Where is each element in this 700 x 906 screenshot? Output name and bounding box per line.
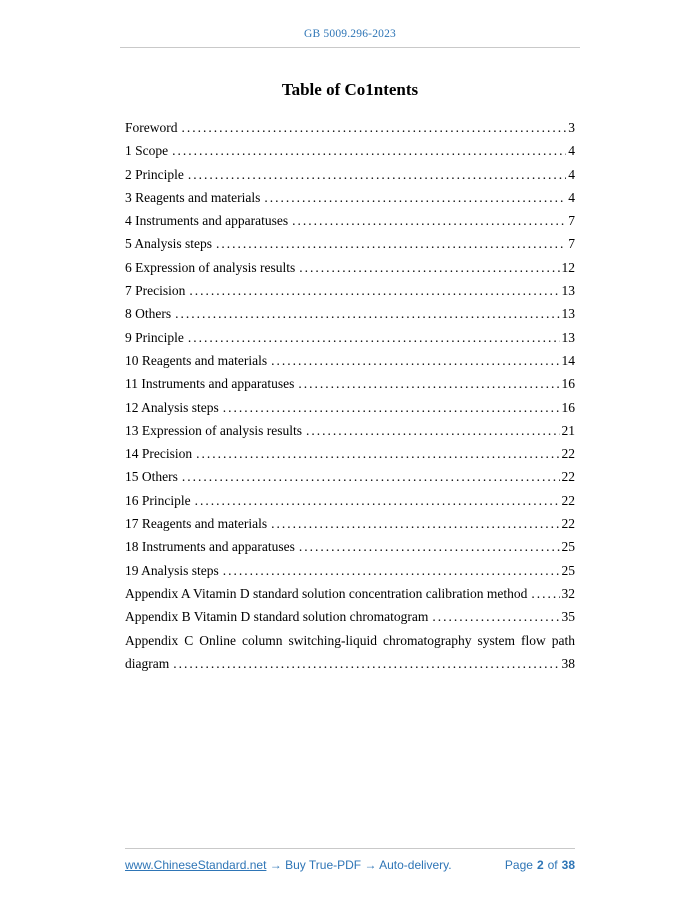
dot-leader	[182, 116, 567, 139]
toc-entry-page: 7	[568, 236, 575, 252]
toc-list	[125, 116, 575, 629]
toc-entry-label: Foreword	[125, 120, 178, 135]
dot-leader	[175, 302, 559, 325]
doc-number: GB 5009.296-2023	[303, 28, 396, 40]
toc-entry-label: 1 Scope	[125, 143, 169, 159]
dot-leader	[271, 512, 559, 535]
dot-leader	[271, 349, 559, 372]
toc-entry-label: 9 Principle	[125, 329, 184, 345]
toc-entry-page: 16	[561, 399, 575, 415]
toc-entry	[125, 419, 575, 442]
toc-entry-page: 38	[561, 655, 575, 671]
dot-leader	[531, 582, 559, 605]
toc-entry-label: 12 Analysis steps	[125, 399, 219, 415]
toc-entry-label: Appendix B Vitamin D standard solution chromatogram	[125, 609, 429, 625]
dot-leader	[172, 139, 566, 162]
toc-entry	[125, 256, 575, 279]
dot-leader	[223, 396, 560, 419]
toc-entry-page: 14	[561, 352, 575, 368]
toc-entry-appendix-c-line2	[125, 652, 575, 675]
dot-leader	[189, 279, 559, 302]
footer-of-label: of	[547, 858, 558, 872]
toc-entry	[125, 442, 575, 465]
toc-entry-page: 13	[561, 329, 575, 345]
document-header	[0, 0, 700, 48]
toc-entry-label: 14 Precision	[125, 446, 193, 462]
toc-entry-label: 3 Reagents and materials	[125, 189, 261, 205]
header-rule	[120, 47, 580, 48]
dot-leader	[196, 442, 559, 465]
toc-entry	[125, 186, 575, 209]
toc-entry-page: 22	[561, 469, 575, 485]
toc-entry-label: 8 Others	[125, 306, 172, 322]
toc-entry-label: 7 Precision	[125, 283, 186, 299]
toc-entry-page: 4	[568, 189, 575, 205]
toc-entry-page: 12	[561, 259, 575, 275]
toc-entry	[125, 465, 575, 488]
toc-entry	[125, 163, 575, 186]
footer-page-total: 38	[561, 858, 575, 872]
toc-entry-label: Appendix A Vitamin D standard solution concentration calibration method	[125, 585, 528, 601]
toc-entry-page: 7	[568, 213, 575, 229]
dot-leader	[188, 326, 560, 349]
toc-entry-page: 13	[561, 283, 575, 299]
toc-entry	[125, 535, 575, 558]
toc-entry-page: 21	[561, 422, 575, 438]
toc-entry	[125, 512, 575, 535]
footer-tagline	[125, 858, 452, 872]
toc-entry-label: diagram	[125, 655, 170, 671]
toc-entry	[125, 582, 575, 605]
toc-entry-appendix-c-line1: Appendix C Online column switching-liquid chromatography system flow path	[125, 632, 575, 648]
toc-entry-label: 16 Principle	[125, 492, 191, 508]
toc-entry-label: 2 Principle	[125, 166, 184, 182]
dot-leader	[292, 209, 566, 232]
footer-tagline-text: → Buy True-PDF → Auto-delivery.	[266, 858, 452, 872]
toc-entry-page: 22	[561, 446, 575, 462]
footer-page-label: Page	[504, 858, 533, 872]
dot-leader	[299, 535, 560, 558]
toc-entry-page: 35	[561, 609, 575, 625]
toc-entry-label: 13 Expression of analysis results	[125, 422, 302, 438]
toc-entry-page: 4	[568, 143, 575, 159]
footer-page-current: 2	[536, 858, 544, 872]
toc-entry	[125, 326, 575, 349]
toc-entry-label: 17 Reagents and materials	[125, 516, 268, 532]
toc-entry-appendix-c	[125, 629, 575, 676]
dot-leader	[216, 232, 566, 255]
toc-entry-label: 11 Instruments and apparatuses	[125, 376, 295, 392]
toc-entry-label: 15 Others	[125, 469, 178, 485]
toc-entry-page: 25	[561, 539, 575, 555]
toc-entry-page: 22	[561, 516, 575, 532]
document-footer	[125, 848, 575, 872]
dot-leader	[173, 652, 559, 675]
toc-entry	[125, 209, 575, 232]
toc-entry-label: 10 Reagents and materials	[125, 352, 268, 368]
toc-entry	[125, 372, 575, 395]
toc-entry	[125, 396, 575, 419]
toc-entry-label: 19 Analysis steps	[125, 562, 219, 578]
toc-entry	[125, 232, 575, 255]
toc-entry-page: 4	[568, 166, 575, 182]
dot-leader	[299, 256, 559, 279]
toc-entry	[125, 349, 575, 372]
toc-entry	[125, 116, 575, 139]
dot-leader	[298, 372, 559, 395]
toc-entry-page: 13	[561, 306, 575, 322]
footer-page-indicator	[505, 858, 575, 872]
toc-entry	[125, 139, 575, 162]
toc-entry	[125, 302, 575, 325]
toc-entry-label: 18 Instruments and apparatuses	[125, 539, 295, 555]
dot-leader	[182, 465, 560, 488]
toc-entry	[125, 605, 575, 628]
dot-leader	[188, 163, 566, 186]
toc-entry-page: 16	[561, 376, 575, 392]
toc-entry	[125, 489, 575, 512]
footer-rule	[125, 848, 575, 849]
toc-entry	[125, 279, 575, 302]
toc-entry-page: 22	[561, 492, 575, 508]
dot-leader	[264, 186, 566, 209]
dot-leader	[195, 489, 560, 512]
toc-entry-page: 25	[561, 562, 575, 578]
dot-leader	[432, 605, 559, 628]
dot-leader	[223, 559, 560, 582]
toc-entry-page: 3	[568, 120, 575, 135]
toc-entry-label: 6 Expression of analysis results	[125, 259, 296, 275]
toc-entry-label: 5 Analysis steps	[125, 236, 213, 252]
toc-title: Table of Co1ntents	[281, 80, 419, 99]
toc-entry	[125, 559, 575, 582]
toc-entry-page: 32	[561, 585, 575, 601]
footer-link[interactable]: www.ChineseStandard.net	[125, 858, 267, 872]
dot-leader	[306, 419, 560, 442]
toc-entry-label: 4 Instruments and apparatuses	[125, 213, 289, 229]
